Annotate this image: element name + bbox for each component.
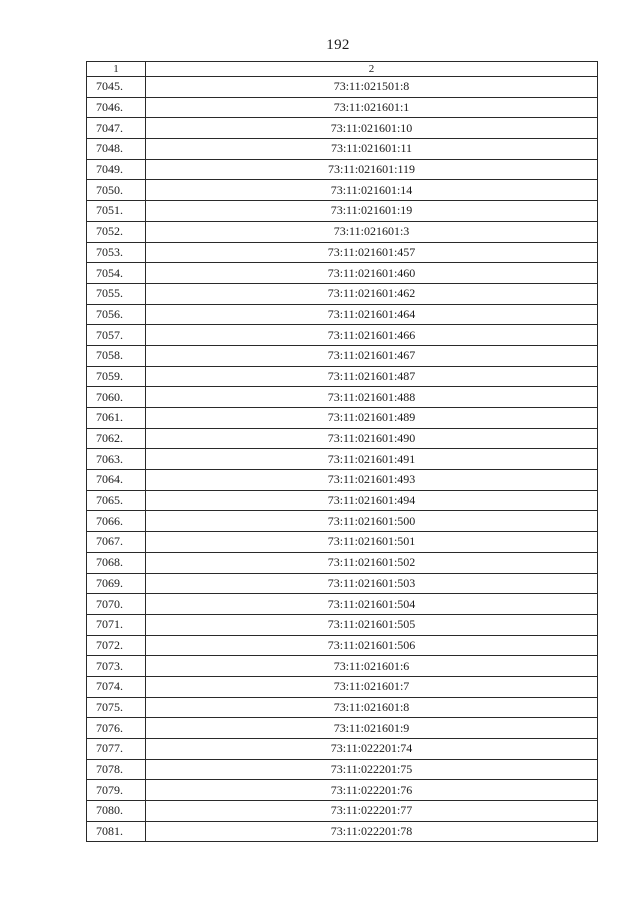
cadastral-number-cell: 73:11:021601:457 [146,242,598,263]
table-row [87,532,598,553]
row-number-cell: 7069. [87,573,146,594]
row-number-cell: 7065. [87,490,146,511]
row-number-cell: 7047. [87,118,146,139]
cadastral-number-cell: 73:11:021601:460 [146,263,598,284]
row-number-cell: 7048. [87,139,146,160]
table-row [87,552,598,573]
row-number-cell: 7077. [87,739,146,760]
cadastral-number-cell: 73:11:021601:7 [146,676,598,697]
row-number-cell: 7076. [87,718,146,739]
table-row [87,490,598,511]
row-number-cell: 7063. [87,449,146,470]
row-number-cell: 7058. [87,345,146,366]
row-number-cell: 7057. [87,325,146,346]
row-number-cell: 7079. [87,780,146,801]
cadastral-number-cell: 73:11:021601:500 [146,511,598,532]
cadastral-number-cell: 73:11:022201:77 [146,801,598,822]
cadastral-number-cell: 73:11:021601:6 [146,656,598,677]
table-row [87,801,598,822]
row-number-cell: 7074. [87,676,146,697]
cadastral-number-cell: 73:11:021601:493 [146,470,598,491]
cadastral-number-cell: 73:11:021601:466 [146,325,598,346]
cadastral-number-cell: 73:11:021601:9 [146,718,598,739]
table-row [87,325,598,346]
row-number-cell: 7055. [87,283,146,304]
row-number-cell: 7071. [87,614,146,635]
table-row [87,739,598,760]
table-row [87,387,598,408]
row-number-cell: 7081. [87,821,146,842]
table-row [87,656,598,677]
table-body [87,77,598,842]
row-number-cell: 7068. [87,552,146,573]
table-row [87,780,598,801]
cadastral-number-cell: 73:11:021601:14 [146,180,598,201]
table-row [87,180,598,201]
table-row [87,573,598,594]
row-number-cell: 7046. [87,97,146,118]
table-row [87,821,598,842]
row-number-cell: 7059. [87,366,146,387]
cadastral-number-cell: 73:11:022201:76 [146,780,598,801]
table-row [87,697,598,718]
cadastral-number-cell: 73:11:021601:491 [146,449,598,470]
table-row [87,759,598,780]
table-row [87,366,598,387]
row-number-cell: 7067. [87,532,146,553]
cadastral-number-cell: 73:11:021501:8 [146,77,598,98]
table-header [87,62,598,77]
table-row [87,594,598,615]
row-number-cell: 7073. [87,656,146,677]
cadastral-number-cell: 73:11:021601:489 [146,408,598,429]
table-row [87,635,598,656]
table-row [87,77,598,98]
row-number-cell: 7045. [87,77,146,98]
column-header-code: 2 [146,62,598,77]
table-row [87,221,598,242]
table-row [87,345,598,366]
cadastral-number-cell: 73:11:021601:11 [146,139,598,160]
table-row [87,408,598,429]
row-number-cell: 7061. [87,408,146,429]
row-number-cell: 7072. [87,635,146,656]
row-number-cell: 7070. [87,594,146,615]
cadastral-number-cell: 73:11:021601:462 [146,283,598,304]
table-row [87,97,598,118]
cadastral-number-cell: 73:11:021601:19 [146,201,598,222]
row-number-cell: 7064. [87,470,146,491]
row-number-cell: 7066. [87,511,146,532]
header-row [87,62,598,77]
row-number-cell: 7060. [87,387,146,408]
row-number-cell: 7053. [87,242,146,263]
cadastral-number-cell: 73:11:021601:503 [146,573,598,594]
cadastral-number-cell: 73:11:022201:75 [146,759,598,780]
cadastral-number-cell: 73:11:021601:504 [146,594,598,615]
row-number-cell: 7062. [87,428,146,449]
table-row [87,263,598,284]
table-row [87,201,598,222]
row-number-cell: 7078. [87,759,146,780]
table-row [87,139,598,160]
row-number-cell: 7056. [87,304,146,325]
table-row [87,718,598,739]
cadastral-number-cell: 73:11:021601:119 [146,159,598,180]
cadastral-number-cell: 73:11:021601:494 [146,490,598,511]
table-row [87,304,598,325]
table-row [87,283,598,304]
cadastral-number-cell: 73:11:021601:487 [146,366,598,387]
cadastral-number-cell: 73:11:021601:501 [146,532,598,553]
table-row [87,449,598,470]
cadastral-number-cell: 73:11:021601:10 [146,118,598,139]
cadastral-number-cell: 73:11:021601:3 [146,221,598,242]
table-row [87,242,598,263]
table-row [87,118,598,139]
row-number-cell: 7080. [87,801,146,822]
table-row [87,614,598,635]
cadastral-number-cell: 73:11:021601:502 [146,552,598,573]
table-row [87,511,598,532]
cadastral-number-cell: 73:11:021601:490 [146,428,598,449]
row-number-cell: 7054. [87,263,146,284]
cadastral-number-cell: 73:11:021601:506 [146,635,598,656]
table-row [87,159,598,180]
row-number-cell: 7049. [87,159,146,180]
cadastral-number-cell: 73:11:021601:8 [146,697,598,718]
cadastral-number-cell: 73:11:021601:467 [146,345,598,366]
table-row [87,676,598,697]
cadastral-table [86,61,598,842]
cadastral-number-cell: 73:11:022201:74 [146,739,598,760]
row-number-cell: 7052. [87,221,146,242]
table-row [87,428,598,449]
cadastral-number-cell: 73:11:021601:505 [146,614,598,635]
cadastral-number-cell: 73:11:021601:488 [146,387,598,408]
row-number-cell: 7075. [87,697,146,718]
row-number-cell: 7050. [87,180,146,201]
cadastral-number-cell: 73:11:021601:1 [146,97,598,118]
table-row [87,470,598,491]
cadastral-number-cell: 73:11:021601:464 [146,304,598,325]
row-number-cell: 7051. [87,201,146,222]
column-header-number: 1 [87,62,146,77]
page-number: 192 [326,37,350,53]
cadastral-number-cell: 73:11:022201:78 [146,821,598,842]
